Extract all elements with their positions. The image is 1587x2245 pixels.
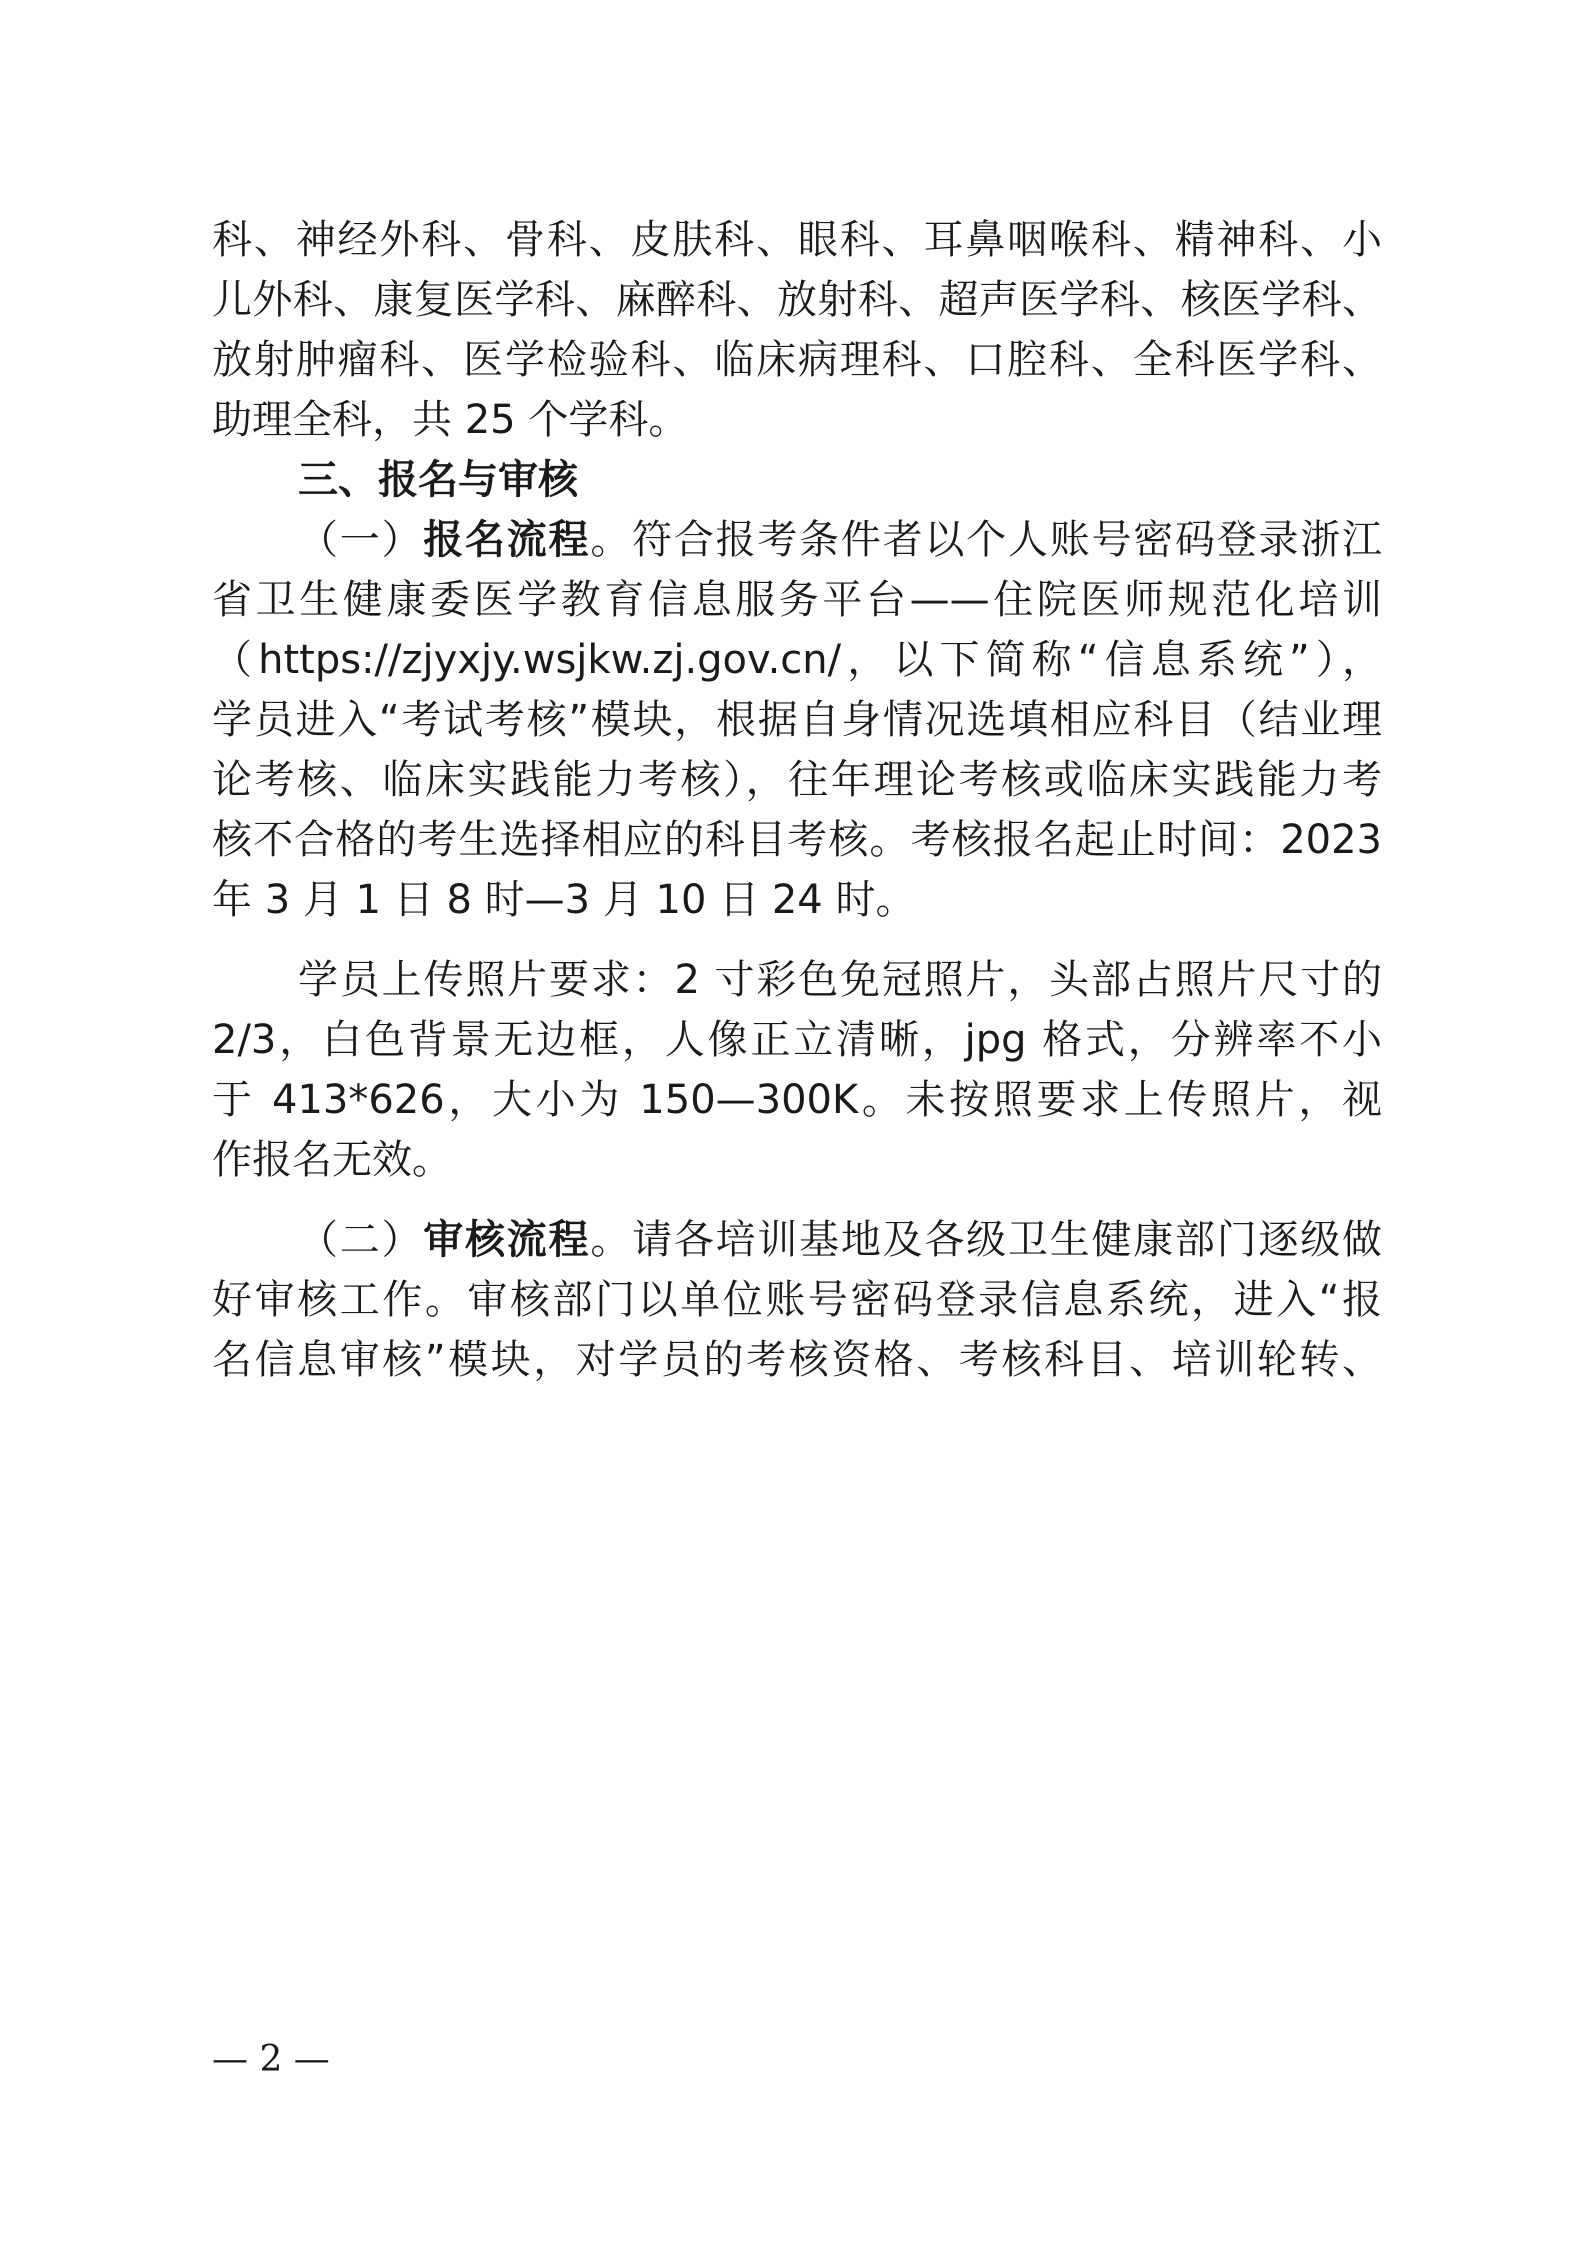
body-line: 名信息审核”模块，对学员的考核资格、考核科目、培训轮转、 (212, 1337, 1382, 1383)
subsection-title: 报名流程 (423, 517, 591, 563)
subsection-text: 。请各培训基地及各级卫生健康部门逐级做 (590, 1217, 1383, 1263)
paragraph-first-line (298, 510, 1382, 570)
section-heading: 三、报名与审核 (298, 457, 578, 503)
body-line: 论考核、临床实践能力考核），往年理论考核或临床实践能力考 (212, 757, 1382, 803)
paragraph-first-line: 学员上传照片要求：2 寸彩色免冠照片，头部占照片尺寸的 (298, 957, 1382, 1003)
body-line: （https://zjyxjy.wsjkw.zj.gov.cn/，以下简称“信息系统”）， (212, 637, 1382, 683)
subsection-marker: （一） (298, 517, 424, 563)
body-line: 核不合格的考生选择相应的科目考核。考核报名起止时间：2023 (212, 817, 1382, 863)
body-line: 儿外科、康复医学科、麻醉科、放射科、超声医学科、核医学科、 (212, 277, 1382, 323)
body-line: 年 3 月 1 日 8 时—3 月 10 日 24 时。 (212, 877, 916, 923)
body-line: 好审核工作。审核部门以单位账号密码登录信息系统，进入“报 (212, 1277, 1382, 1323)
body-line: 放射肿瘤科、医学检验科、临床病理科、口腔科、全科医学科、 (212, 337, 1382, 383)
body-line: 助理全科，共 25 个学科。 (212, 397, 689, 443)
body-line: 省卫生健康委医学教育信息服务平台——住院医师规范化培训 (212, 577, 1382, 623)
body-line: 作报名无效。 (212, 1137, 452, 1183)
body-line: 科、神经外科、骨科、皮肤科、眼科、耳鼻咽喉科、精神科、小 (212, 217, 1382, 263)
subsection-marker: （二） (298, 1217, 424, 1263)
body-line: 学员进入“考试考核”模块，根据自身情况选填相应科目（结业理 (212, 697, 1382, 743)
page-number: — 2 — (212, 2039, 330, 2080)
subsection-text: 。符合报考条件者以个人账号密码登录浙江 (590, 517, 1383, 563)
paragraph-first-line (298, 1210, 1382, 1270)
body-line: 于 413*626，大小为 150—300K。未按照要求上传照片，视 (212, 1077, 1382, 1123)
body-line: 2/3，白色背景无边框，人像正立清晰，jpg 格式，分辨率不小 (212, 1017, 1382, 1063)
subsection-title: 审核流程 (423, 1217, 591, 1263)
